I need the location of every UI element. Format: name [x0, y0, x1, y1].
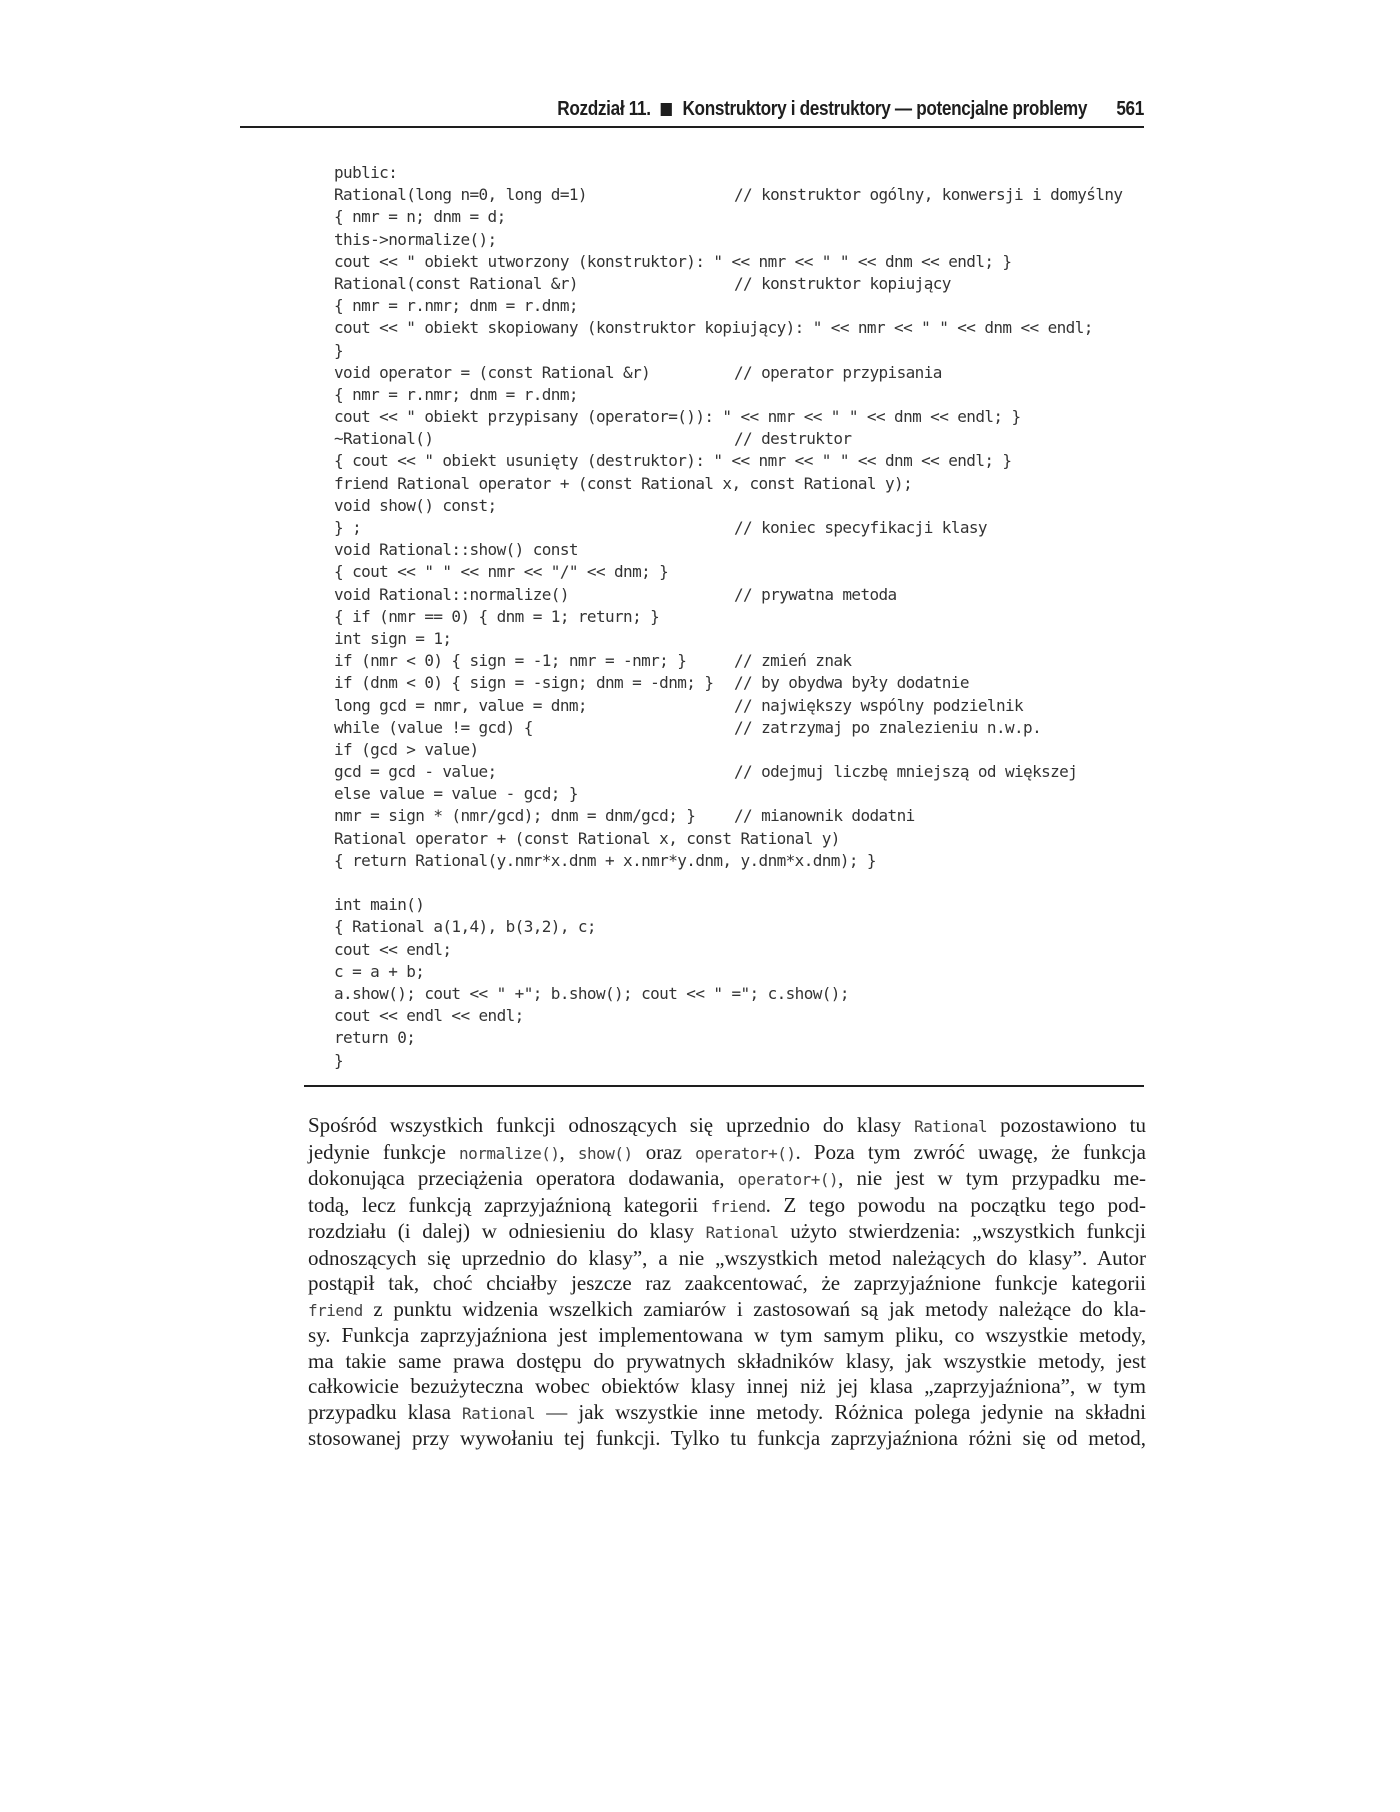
text-run: . Poza tym zwróć uwagę, że funkcja [795, 1139, 1146, 1164]
code-line [334, 561, 1144, 583]
text-run: , [559, 1139, 578, 1164]
code-line [334, 1027, 1144, 1049]
code-comment: // największy wspólny podzielnik [734, 695, 1024, 715]
text-run: całkowicie bezużyteczna wobec obiektów klasy innej niż jej klasa „zaprzyjaźniona”, w tym [308, 1374, 1146, 1398]
code-text: { cout << " " << nmr << "/" << dnm; } [334, 562, 669, 582]
code-text: a.show(); cout << " +"; b.show(); cout << " ="; c.show(); [334, 983, 849, 1003]
paragraph-line [308, 1400, 1146, 1427]
code-text: } ; [334, 518, 362, 537]
text-run: z punktu widzenia wszelkich zamiarów i zastosowań są jak metody należące do kla- [362, 1296, 1146, 1321]
text-run: jedynie funkcje [308, 1139, 460, 1164]
code-text: cout << " obiekt przypisany (operator=()): " << nmr << " " << dnm << endl; } [334, 407, 1021, 427]
code-comment: // konstruktor ogólny, konwersji i domyślny [734, 185, 1123, 205]
code-comment: // mianownik dodatni [734, 806, 915, 826]
inline-code: Rational [914, 1117, 988, 1136]
code-text: long gcd = nmr, value = dnm; [334, 695, 587, 715]
code-text: c = a + b; [334, 961, 425, 981]
code-line [334, 1005, 1144, 1027]
chapter-title: Konstruktory i destruktory — potencjalne problemy [682, 97, 1088, 120]
code-line [334, 761, 1144, 783]
code-text: { return Rational(y.nmr*x.dnm + x.nmr*y.dnm, y.dnm*x.dnm); } [334, 850, 876, 870]
text-run: ma takie same prawa dostępu do prywatnych składników klasy, jak wszystkie metody, jest [308, 1348, 1146, 1373]
header-rule [240, 126, 1144, 128]
text-run: postąpił tak, choć chciałby jeszcze raz zaakcentować, że zaprzyjaźnione funkcje kategorii [308, 1271, 1146, 1295]
text-run: sy. Funkcja zaprzyjaźniona jest implementowana w tym samym pliku, co wszystkie metody, [308, 1323, 1146, 1347]
code-comment: // zatrzymaj po znalezieniu n.w.p. [734, 717, 1042, 737]
code-line [334, 717, 1144, 739]
code-text: cout << " obiekt skopiowany (konstruktor kopiujący): " << nmr << " " << dnm << endl; [334, 318, 1093, 338]
code-line [334, 672, 1144, 694]
code-comment: // koniec specyfikacji klasy [734, 518, 987, 537]
paragraph-line [308, 1349, 1146, 1375]
paragraph-line [308, 1374, 1146, 1400]
inline-code: friend [308, 1300, 363, 1320]
code-text: friend Rational operator + (const Rational x, const Rational y); [334, 473, 913, 493]
code-line [334, 961, 1144, 983]
text-run: . Z tego powodu na początku tego pod- [765, 1192, 1146, 1217]
code-line [334, 517, 1144, 539]
code-text: cout << endl; [334, 939, 452, 959]
code-text: int sign = 1; [334, 628, 452, 648]
code-text: if (dnm < 0) { sign = -sign; dnm = -dnm; } [334, 673, 714, 693]
code-text: { cout << " obiekt usunięty (destruktor): " << nmr << " " << dnm << endl; } [334, 451, 1012, 471]
code-text: void operator = (const Rational &r) [334, 362, 651, 382]
inline-code: Rational [462, 1403, 536, 1423]
code-line [334, 850, 1144, 872]
code-text: if (gcd > value) [334, 739, 479, 759]
code-text: } [334, 340, 344, 360]
text-run: odnoszących się uprzednio do klasy”, a nie „wszystkich metod należących do klasy”. Autor [308, 1245, 1146, 1270]
code-line [334, 628, 1144, 650]
code-line [334, 295, 1144, 317]
code-comment: // zmień znak [734, 651, 852, 671]
code-line [334, 317, 1144, 339]
paragraph-line [308, 1271, 1146, 1297]
chapter-label: Rozdział 11. [557, 97, 651, 120]
code-line [334, 739, 1144, 761]
code-line [334, 916, 1144, 938]
code-line [334, 162, 1144, 184]
code-text: while (value != gcd) { [334, 717, 533, 737]
text-run: stosowanej przy wywołaniu tej funkcji. Tylko tu funkcja zaprzyjaźniona różni się od metod, [308, 1426, 1146, 1450]
code-text: void Rational::show() const [334, 540, 578, 560]
code-line [334, 251, 1144, 273]
code-text: if (nmr < 0) { sign = -1; nmr = -nmr; } [334, 651, 687, 671]
code-text: this->normalize(); [334, 229, 497, 249]
paragraph-line [308, 1323, 1146, 1349]
code-line [334, 695, 1144, 717]
code-line [334, 783, 1144, 805]
code-line [334, 206, 1144, 228]
code-line [334, 805, 1144, 827]
code-line [334, 650, 1144, 672]
code-line [334, 1050, 1144, 1072]
code-text: { nmr = r.nmr; dnm = r.dnm; [334, 296, 578, 316]
paragraph-line [308, 1297, 1146, 1324]
code-line [334, 384, 1144, 406]
code-line [334, 428, 1144, 450]
paragraph-line [308, 1246, 1146, 1272]
code-line [334, 450, 1144, 472]
code-line [334, 983, 1144, 1005]
inline-code: operator+() [695, 1143, 796, 1163]
code-text: ~Rational() [334, 429, 434, 449]
code-line [334, 340, 1144, 362]
inline-code: show() [577, 1143, 633, 1163]
code-text: } [334, 1050, 344, 1070]
text-run: oraz [632, 1139, 696, 1164]
code-text: Rational(long n=0, long d=1) [334, 185, 587, 205]
text-run: rozdziału (i dalej) w odniesieniu do klasy [308, 1219, 706, 1243]
code-line [334, 584, 1144, 606]
code-line [334, 939, 1144, 961]
text-run: pozostawiono tu [987, 1113, 1146, 1137]
text-run: todą, lecz funkcją zaprzyjaźnioną kategorii [308, 1192, 711, 1217]
text-run: — jak wszystkie inne metody. Różnica polega jedynie na składni [535, 1399, 1146, 1424]
running-header [367, 94, 1144, 124]
code-comment: // destruktor [734, 429, 852, 449]
code-text: public: [334, 163, 398, 182]
code-line [334, 606, 1144, 628]
body-paragraph [308, 1113, 1146, 1452]
code-text: { nmr = r.nmr; dnm = r.dnm; [334, 384, 578, 404]
paragraph-line [308, 1113, 1146, 1140]
paragraph-line [308, 1140, 1146, 1167]
paragraph-line [308, 1426, 1146, 1452]
code-line [334, 495, 1144, 517]
code-line [334, 828, 1144, 850]
inline-code: normalize() [459, 1143, 560, 1163]
code-comment: // by obydwa były dodatnie [734, 673, 969, 693]
text-run: przypadku klasa [308, 1399, 463, 1424]
code-line [334, 184, 1144, 206]
code-text: cout << " obiekt utworzony (konstruktor): " << nmr << " " << dnm << endl; } [334, 251, 1012, 271]
code-text: Rational(const Rational &r) [334, 273, 578, 293]
code-line [334, 473, 1144, 495]
code-line [334, 273, 1144, 295]
paragraph-line [308, 1219, 1146, 1246]
listing-end-rule [304, 1085, 1144, 1087]
code-line [334, 229, 1144, 251]
code-text: nmr = sign * (nmr/gcd); dnm = dnm/gcd; } [334, 806, 696, 826]
paragraph-line [308, 1166, 1146, 1193]
inline-code: operator+() [737, 1170, 839, 1189]
code-text: { nmr = n; dnm = d; [334, 207, 506, 227]
paragraph-line [308, 1193, 1146, 1220]
code-line [334, 406, 1144, 428]
code-line [334, 894, 1144, 916]
text-run: , nie jest w tym przypadku me- [838, 1166, 1147, 1190]
code-text: { Rational a(1,4), b(3,2), c; [334, 917, 596, 937]
code-text: gcd = gcd - value; [334, 762, 497, 782]
text-run: Spośród wszystkich funkcji odnoszących się uprzednio do klasy [308, 1113, 915, 1137]
square-bullet-icon [661, 103, 672, 116]
code-comment: // konstruktor kopiujący [734, 273, 951, 293]
code-line [334, 872, 1144, 894]
code-listing [334, 162, 1144, 1072]
text-run: dokonująca przeciążenia operatora dodawania, [308, 1166, 738, 1190]
code-text: else value = value - gcd; } [334, 784, 578, 804]
text-run: użyto stwierdzenia: „wszystkich funkcji [778, 1219, 1146, 1243]
inline-code: Rational [705, 1223, 779, 1242]
code-text: void Rational::normalize() [334, 584, 569, 604]
code-text: void show() const; [334, 495, 497, 515]
code-text: Rational operator + (const Rational x, const Rational y) [334, 828, 840, 848]
code-comment: // odejmuj liczbę mniejszą od większej [734, 762, 1078, 782]
code-line [334, 539, 1144, 561]
inline-code: friend [710, 1196, 766, 1216]
code-comment: // prywatna metoda [734, 584, 897, 604]
code-comment: // operator przypisania [734, 362, 942, 382]
code-text: int main() [334, 895, 425, 915]
code-text: return 0; [334, 1028, 416, 1048]
code-text: cout << endl << endl; [334, 1006, 524, 1026]
page-number: 561 [1116, 97, 1144, 120]
code-text: { if (nmr == 0) { dnm = 1; return; } [334, 606, 660, 626]
code-line [334, 362, 1144, 384]
